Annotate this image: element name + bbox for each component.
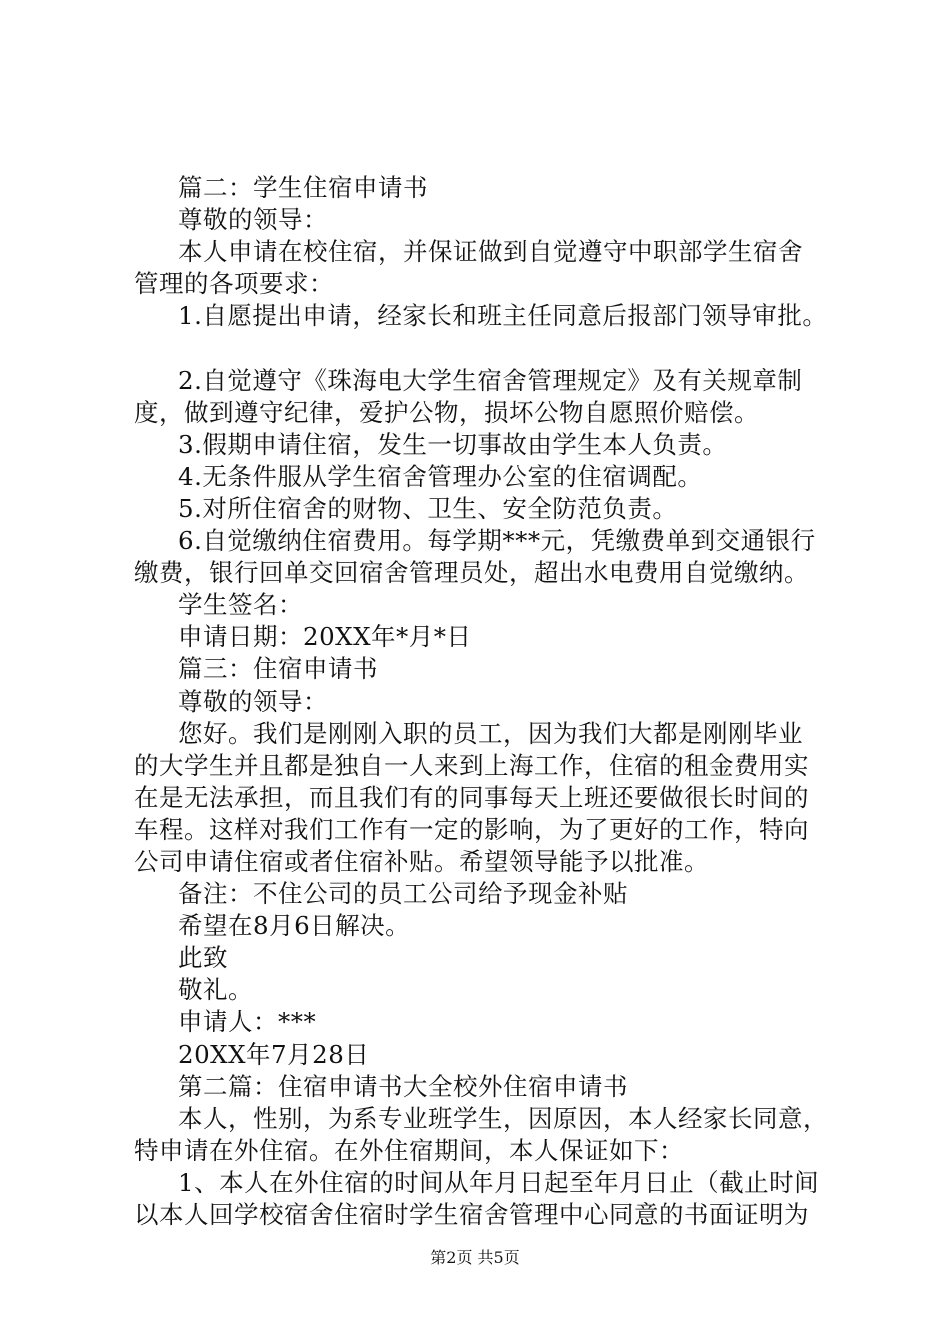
- salutation: 尊敬的领导：: [178, 686, 328, 716]
- list-item: 1、本人在外住宿的时间从年月日起至年月日止（截止时间: [178, 1167, 820, 1197]
- section-heading: 第二篇：住宿申请书大全校外住宿申请书: [178, 1071, 628, 1101]
- salutation: 尊敬的领导：: [178, 205, 328, 235]
- closing-line: 此致: [178, 943, 228, 973]
- paragraph-line: 特申请在外住宿。在外住宿期间，本人保证如下：: [134, 1135, 684, 1165]
- page-footer: 第2页 共5页: [430, 1248, 520, 1267]
- paragraph-line: 您好。我们是刚刚入职的员工，因为我们大都是刚刚毕业: [178, 718, 803, 748]
- paragraph-line: 在是无法承担，而且我们有的同事每天上班还要做很长时间的: [134, 782, 809, 812]
- section-heading: 篇三：住宿申请书: [178, 654, 378, 684]
- applicant-line: 申请人：***: [178, 1007, 317, 1037]
- note-line: 备注：不住公司的员工公司给予现金补贴: [178, 879, 628, 909]
- list-item-continuation: 缴费，银行回单交回宿舍管理员处，超出水电费用自觉缴纳。: [134, 558, 809, 588]
- paragraph-line: 的大学生并且都是独自一人来到上海工作，住宿的租金费用实: [134, 750, 809, 780]
- date-line: 20XX年7月28日: [178, 1039, 370, 1069]
- paragraph-line: 希望在8月6日解决。: [178, 911, 411, 941]
- paragraph-line: 本人申请在校住宿，并保证做到自觉遵守中职部学生宿舍: [178, 237, 803, 267]
- paragraph-line: 管理的各项要求：: [134, 269, 334, 299]
- signature-line: 学生签名：: [178, 590, 303, 620]
- paragraph-line: 本人，性别，为系专业班学生，因原因，本人经家长同意，: [178, 1103, 828, 1133]
- paragraph-line: 公司申请住宿或者住宿补贴。希望领导能予以批准。: [134, 846, 709, 876]
- document-body: [134, 172, 834, 1231]
- list-item: 6.自觉缴纳住宿费用。每学期***元，凭缴费单到交通银行: [178, 526, 816, 556]
- list-item: 1.自愿提出申请，经家长和班主任同意后报部门领导审批。: [178, 301, 828, 331]
- closing-line: 敬礼。: [178, 975, 253, 1005]
- list-item: 3.假期申请住宿，发生一切事故由学生本人负责。: [178, 429, 728, 459]
- list-item: 4.无条件服从学生宿舍管理办公室的住宿调配。: [178, 461, 703, 491]
- list-item-continuation: 度，做到遵守纪律，爱护公物，损坏公物自愿照价赔偿。: [134, 397, 759, 427]
- paragraph-line: 车程。这样对我们工作有一定的影响，为了更好的工作，特向: [134, 814, 809, 844]
- blank-line: [134, 332, 834, 364]
- list-item: 5.对所住宿舍的财物、卫生、安全防范负责。: [178, 493, 678, 523]
- date-line: 申请日期：20XX年*月*日: [178, 622, 472, 652]
- list-item: 2.自觉遵守《珠海电大学生宿舍管理规定》及有关规章制: [178, 365, 803, 395]
- list-item-continuation: 以本人回学校宿舍住宿时学生宿舍管理中心同意的书面证明为: [134, 1200, 809, 1229]
- section-heading: 篇二：学生住宿申请书: [178, 173, 428, 202]
